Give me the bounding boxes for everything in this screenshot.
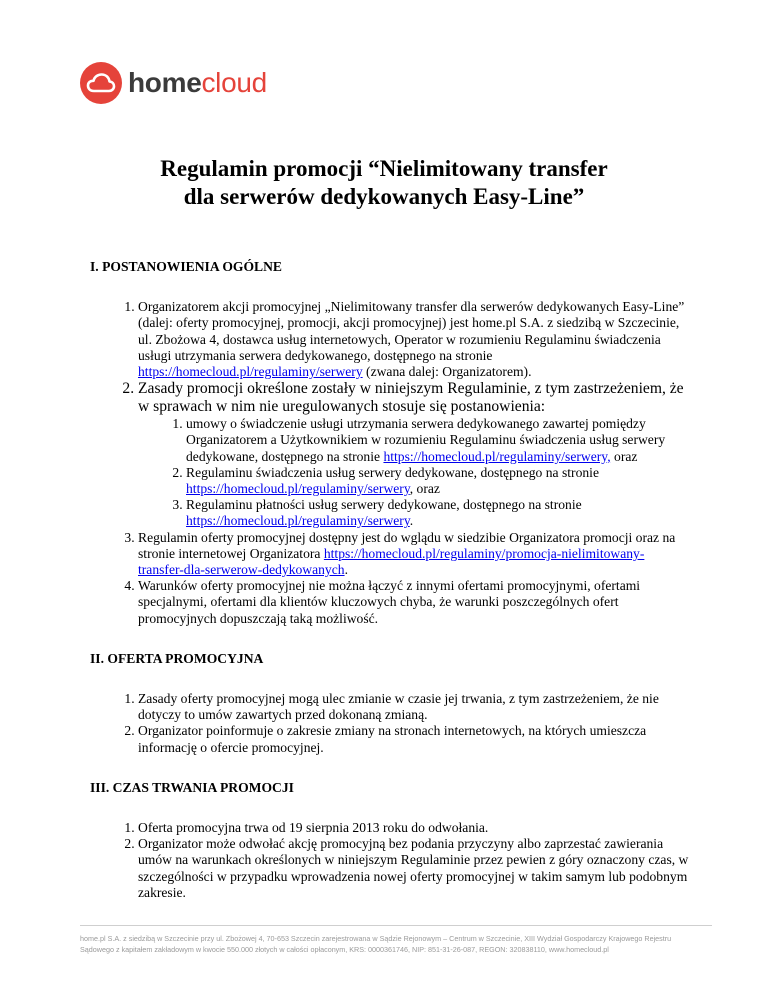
list-item-text: Regulamin oferty promocyjnej dostępny jest do wglądu w siedzibie Organizatora promocji oraz na stronie internetowej Organizatora	[138, 529, 676, 561]
list-item-text: Warunków oferty promocyjnej nie można łączyć z innymi ofertami promocyjnymi, ofertami specjalnymi, ofertami dla klientów kluczowych chyba, że warunki poszczególnych ofert promocyjnych dopuszczają taką możliwość.	[138, 578, 641, 626]
sub-list	[138, 416, 690, 529]
list-item-text: Organizator może odwołać akcję promocyjną bez podania przyczyny albo zaprzestać zawierania umów na warunkach określonych w niniejszym Regulaminie przez pewien z góry oznaczony czas, w szczególności w przypadku wprowadzenia nowej oferty promocyjnej w takim samym lub podobnym zakresie.	[138, 836, 689, 900]
page-footer	[80, 934, 712, 955]
document-body	[90, 259, 690, 901]
sub-item-tail: oraz	[614, 448, 638, 464]
list-item-tail: (zwana dalej: Organizatorem).	[366, 364, 532, 380]
cloud-icon	[80, 62, 122, 104]
section-2-list	[90, 691, 690, 756]
sub-item-tail: , oraz	[409, 481, 440, 497]
promotion-regulations-link[interactable]: https://homecloud.pl/regulaminy/promocja-nielimitowany-transfer-dla-serwerow-dedykowanych	[138, 545, 645, 578]
footer-line-2: Sądowego z kapitałem zakładowym w kwocie 550.000 złotych w całości opłaconym, KRS: 0000361746, NIP: 851-31-26-087, REGON: 320838110, www.homecloud.pl	[80, 944, 609, 954]
sub-item-tail: .	[409, 513, 414, 529]
section-3-list	[90, 820, 690, 901]
sub-list-item	[186, 497, 690, 529]
document-title	[0, 155, 768, 211]
sub-list-item	[186, 465, 690, 497]
regulations-link[interactable]: https://homecloud.pl/regulaminy/serwery,	[383, 448, 611, 464]
list-item	[138, 299, 690, 380]
sub-item-text: Regulaminu płatności usług serwery dedykowane, dostępnego na stronie	[186, 497, 582, 513]
list-item	[138, 530, 690, 579]
title-line-2: dla serwerów dedykowanych Easy-Line”	[183, 184, 585, 209]
list-item	[138, 836, 690, 901]
sub-item-text: umowy o świadczenie usługi utrzymania serwera dedykowanego zawartej pomiędzy Organizatorem a Użytkownikiem w rozumieniu Regulaminu świadczenia usług serwery dedykowane, dostępnego na stronie	[186, 416, 666, 464]
logo-home-text: home	[128, 67, 202, 98]
sub-list-item	[186, 416, 690, 465]
regulations-link[interactable]: https://homecloud.pl/regulaminy/serwery	[186, 481, 410, 497]
footer-divider	[80, 925, 712, 926]
logo-wordmark	[128, 69, 267, 97]
sub-item-text: Regulaminu świadczenia usług serwery dedykowane, dostępnego na stronie	[186, 464, 599, 480]
list-item-text: Zasady oferty promocyjnej mogą ulec zmianie w czasie jej trwania, z tym zastrzeżeniem, że nie dotyczy to umów zawartych przed dokonaną zmianą.	[138, 691, 659, 723]
section-heading-1: I. POSTANOWIENIA OGÓLNE	[90, 259, 282, 274]
list-item	[138, 820, 690, 836]
logo-cloud-text: cloud	[201, 67, 267, 98]
title-line-1: Regulamin promocji “Nielimitowany transfer	[160, 156, 608, 181]
section-heading-2: II. OFERTA PROMOCYJNA	[90, 650, 264, 666]
list-item	[138, 723, 690, 755]
section-1-list	[90, 299, 690, 627]
regulations-link[interactable]: https://homecloud.pl/regulaminy/serwery	[186, 513, 410, 529]
section-heading-3: III. CZAS TRWANIA PROMOCJI	[90, 779, 294, 795]
list-item-text: Organizator poinformuje o zakresie zmiany na stronach internetowych, na których umieszcza informację o ofercie promocyjnej.	[138, 723, 647, 755]
list-item	[138, 691, 690, 723]
regulations-link[interactable]: https://homecloud.pl/regulaminy/serwery	[138, 364, 363, 380]
list-item	[138, 380, 690, 529]
list-item-text: Organizatorem akcji promocyjnej „Nielimitowany transfer dla serwerów dedykowanych Easy-Line” (dalej: oferty promocyjnej, promocji, akcji promocyjnej) jest home.pl S.A. z siedzibą w Szczecinie, ul. Zbożowa 4, dostawca usług internetowych, Operator w rozumieniu Regulaminu świadczenia usługi utrzymania serwera dedykowanego, dostępnego na stronie	[138, 299, 685, 363]
list-item-tail: .	[344, 562, 348, 578]
footer-line-1: home.pl S.A. z siedzibą w Szczecinie przy ul. Zbożowej 4, 70-653 Szczecin zarejestrowana w Sądzie Rejonowym – Centrum w Szczecinie, XIII Wydział Gospodarczy Krajowego Rejestru	[80, 934, 672, 943]
list-item-text: Oferta promocyjna trwa od 19 sierpnia 2013 roku do odwołania.	[138, 820, 489, 836]
list-item	[138, 578, 690, 627]
homecloud-logo	[80, 62, 267, 104]
list-item-text: Zasady promocji określone zostały w niniejszym Regulaminie, z tym zastrzeżeniem, że w sprawach w nim nie uregulowanych stosuje się postanowienia:	[138, 380, 684, 416]
